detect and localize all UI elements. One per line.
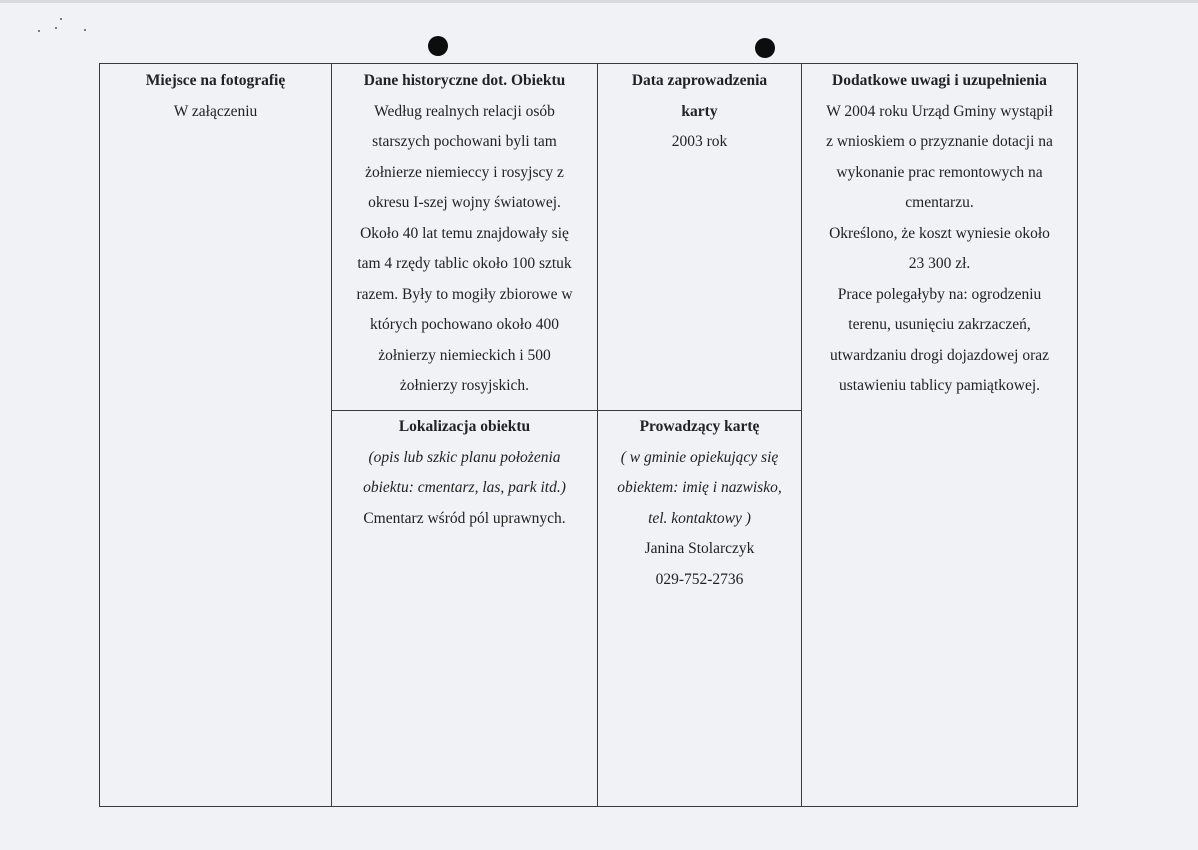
location-header: Lokalizacja obiektu: [398, 418, 531, 435]
keeper-phone: 029-752-2736: [655, 570, 744, 588]
table-border-top: [99, 63, 1078, 64]
notes-line: cmentarzu.: [905, 194, 974, 211]
notes-line: wykonanie prac remontowych na: [836, 163, 1043, 181]
notes-line: terenu, usunięciu zakrzaczeń,: [848, 316, 1031, 333]
date-header: Data zaprowadzenia: [631, 72, 768, 89]
notes-header: Dodatkowe uwagi i uzupełnienia: [832, 72, 1047, 89]
history-line: okresu I-szej wojny światowej.: [368, 194, 561, 211]
location-value: Cmentarz wśród pól uprawnych.: [363, 509, 566, 527]
scan-speck: [84, 29, 86, 31]
notes-line: Określono, że koszt wyniesie około: [829, 224, 1050, 242]
notes-line: Prace polegałyby na: ogrodzeniu: [837, 285, 1042, 303]
cell-photo: [100, 66, 331, 127]
punch-hole-left: [428, 36, 448, 56]
table-border-left: [99, 63, 100, 807]
scan-speck: [38, 30, 40, 32]
notes-line: z wnioskiem o przyznanie dotacji na: [826, 133, 1053, 150]
notes-line: W 2004 roku Urząd Gminy wystąpił: [826, 102, 1053, 120]
table-border-right: [1077, 63, 1078, 807]
punch-hole-right: [755, 38, 775, 58]
cell-keeper: [598, 412, 801, 595]
keeper-header: Prowadzący kartę: [639, 418, 760, 435]
history-line: tam 4 rzędy tablic około 100 sztuk: [357, 255, 572, 272]
keeper-name: Janina Stolarczyk: [644, 540, 755, 557]
keeper-hint: tel. kontaktowy ): [648, 509, 751, 527]
notes-line: utwardzaniu drogi dojazdowej oraz: [829, 346, 1050, 364]
date-value: 2003 rok: [671, 133, 728, 150]
location-hint: (opis lub szkic planu położenia: [368, 448, 561, 466]
cell-history: [332, 66, 597, 402]
history-header: Dane historyczne dot. Obiektu: [363, 72, 566, 89]
history-line: żołnierzy rosyjskich.: [399, 377, 530, 394]
photo-header: Miejsce na fotografię: [145, 72, 286, 89]
cell-location: [332, 412, 597, 534]
table-row-divider: [331, 410, 802, 411]
notes-line: 23 300 zł.: [908, 255, 971, 272]
keeper-hint: ( w gminie opiekujący się: [620, 448, 779, 466]
photo-value: W załączeniu: [173, 102, 258, 120]
table-border-bottom: [99, 806, 1078, 807]
scan-speck: [60, 18, 62, 20]
keeper-hint: obiektem: imię i nazwisko,: [617, 479, 782, 496]
notes-line: ustawieniu tablicy pamiątkowej.: [838, 377, 1040, 394]
history-line: żołnierzy niemieckich i 500: [378, 346, 551, 364]
date-header: karty: [681, 102, 718, 120]
history-line: których pochowano około 400: [370, 316, 559, 333]
history-line: razem. Były to mogiły zbiorowe w: [356, 285, 573, 303]
history-line: Około 40 lat temu znajdowały się: [360, 224, 569, 242]
history-line: starszych pochowani byli tam: [372, 133, 557, 150]
record-table: [99, 63, 1078, 807]
history-line: Według realnych relacji osób: [374, 102, 555, 120]
history-line: żołnierze niemieccy i rosyjscy z: [365, 163, 564, 181]
location-hint: obiektu: cmentarz, las, park itd.): [363, 479, 566, 496]
cell-date: [598, 66, 801, 158]
scan-speck: [55, 27, 57, 29]
scan-top-edge: [0, 0, 1198, 3]
cell-notes: [802, 66, 1077, 402]
